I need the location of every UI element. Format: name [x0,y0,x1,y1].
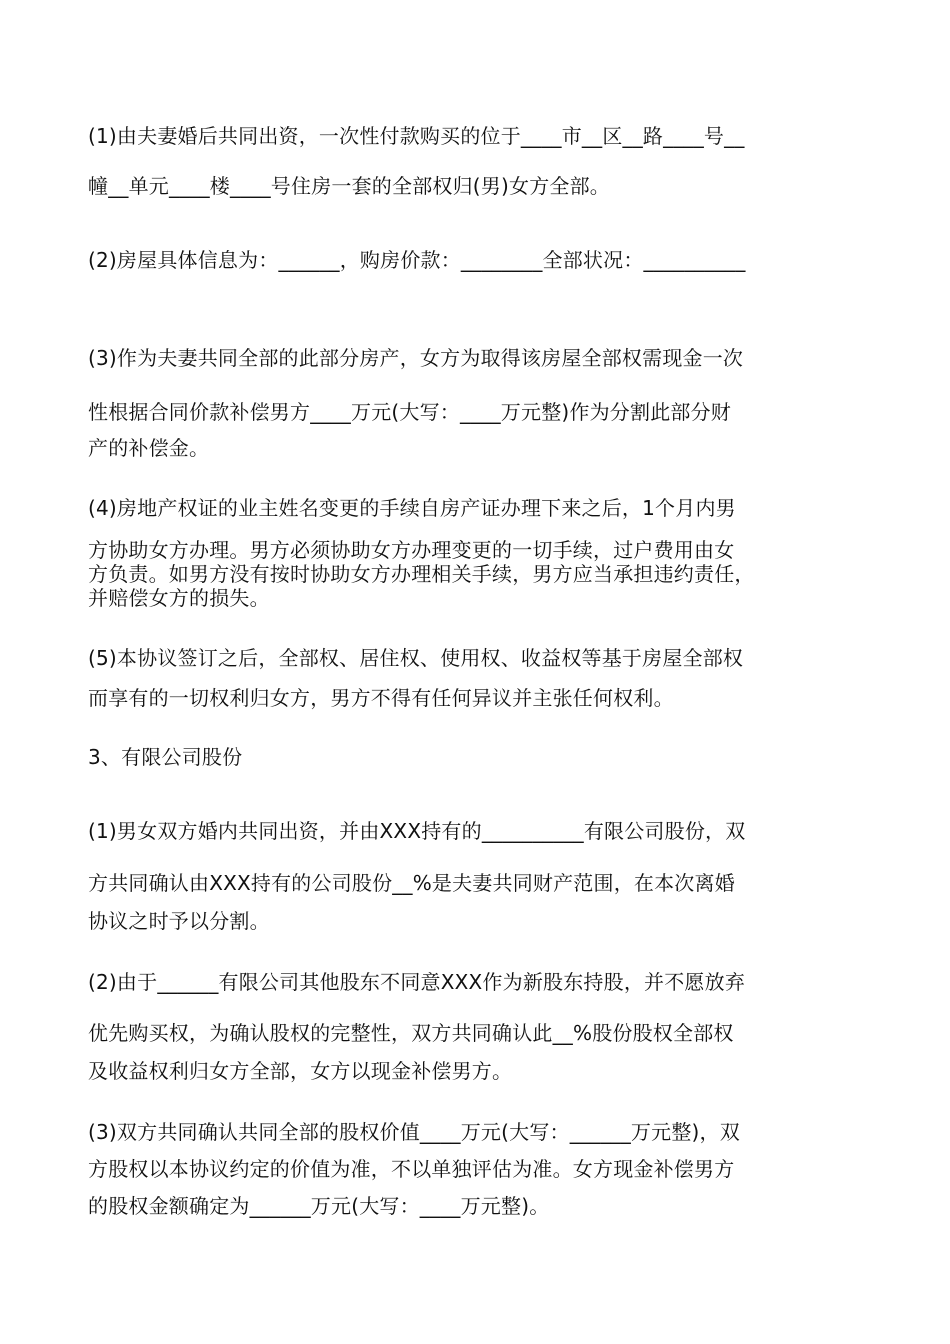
text-line: 方股权以本协议约定的价值为准，不以单独评估为准。女方现金补偿男方 [88,1157,735,1181]
text-line: 方负责。如男方没有按时协助女方办理相关手续，男方应当承担违约责任， [88,562,755,586]
text-line: (3)作为夫妻共同全部的此部分房产，女方为取得该房屋全部权需现金一次 [88,346,744,370]
text-line: (2)由于______有限公司其他股东不同意XXX作为新股东持股，并不愿放弃 [88,970,746,994]
text-line: 并赔偿女方的损失。 [88,586,270,610]
text-line: 的股权金额确定为______万元(大写：____万元整)。 [88,1194,550,1218]
text-line: 而享有的一切权利归女方，男方不得有任何异议并主张任何权利。 [88,686,674,710]
text-line: 协议之时予以分割。 [88,909,270,933]
section-heading: 3、有限公司股份 [88,745,243,769]
text-line: 幢__单元____楼____号住房一套的全部权归(男)女方全部。 [88,174,611,198]
text-line: (5)本协议签订之后，全部权、居住权、使用权、收益权等基于房屋全部权 [88,646,744,670]
text-line: 优先购买权，为确认股权的完整性，双方共同确认此__%股份股权全部权 [88,1021,734,1045]
text-line: (1)男女双方婚内共同出资，并由XXX持有的__________有限公司股份，双 [88,819,746,843]
text-line: (3)双方共同确认共同全部的股权价值____万元(大写：______万元整)，双 [88,1120,740,1144]
text-line: (2)房屋具体信息为：______，购房价款：________全部状况：__________ [88,248,746,272]
text-line: 方共同确认由XXX持有的公司股份__%是夫妻共同财产范围，在本次离婚 [88,871,735,895]
text-line: 及收益权利归女方全部，女方以现金补偿男方。 [88,1059,513,1083]
text-line: 性根据合同价款补偿男方____万元(大写：____万元整)作为分割此部分财 [88,400,732,424]
text-line: (1)由夫妻婚后共同出资，一次性付款购买的位于____市__区__路____号__ [88,124,745,148]
text-line: 方协助女方办理。男方必须协助女方办理变更的一切手续，过户费用由女 [88,538,735,562]
text-line: 产的补偿金。 [88,436,210,460]
text-line: (4)房地产权证的业主姓名变更的手续自房产证办理下来之后，1个月内男 [88,496,736,520]
